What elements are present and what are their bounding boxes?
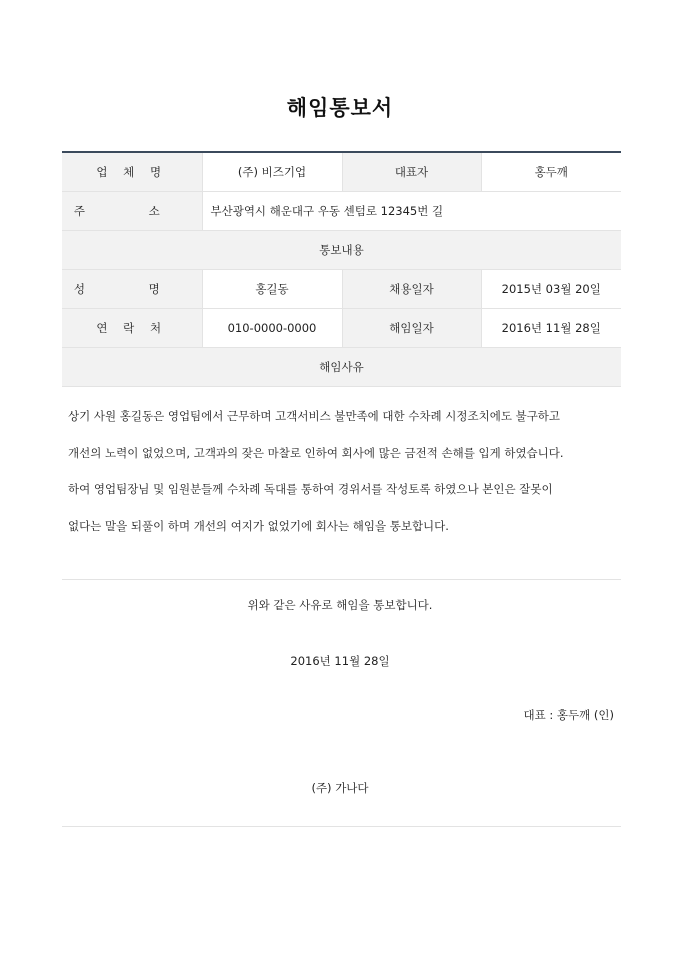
hire-date-label: 채용일자 xyxy=(342,270,481,309)
divider xyxy=(62,826,621,827)
name-value: 홍길동 xyxy=(202,270,342,309)
reason-line: 개선의 노력이 없었으며, 고객과의 잦은 마찰로 인하여 회사에 많은 금전적 손해를 입게 하였습니다. xyxy=(68,445,564,460)
table-row xyxy=(62,192,621,231)
document-title: 해임통보서 xyxy=(286,96,394,120)
ceo-value: 홍두깨 xyxy=(481,152,621,192)
contact-value: 010-0000-0000 xyxy=(202,309,342,348)
name-label: 성 명 xyxy=(62,270,202,309)
divider xyxy=(62,579,621,580)
signer-line: 대표 : 홍두깨 (인) xyxy=(523,708,614,722)
table-row xyxy=(62,231,621,270)
dismissal-reason-text xyxy=(68,398,616,544)
reason-line: 하여 영업팀장님 및 임원분들께 수차례 독대를 통하여 경위서를 작성토록 하였으나 본인은 잘못이 xyxy=(68,482,553,496)
notice-date: 2016년 11월 28일 xyxy=(290,654,390,668)
dismissal-date-label: 해임일자 xyxy=(342,309,481,348)
company-value: (주) 비즈기업 xyxy=(202,152,342,192)
reason-line: 없다는 말을 되풀이 하며 개선의 여지가 없었기에 회사는 해임을 통보합니다. xyxy=(68,518,449,533)
info-table xyxy=(62,151,621,387)
reason-section-header: 해임사유 xyxy=(62,348,621,387)
reason-line: 상기 사원 홍길동은 영업팀에서 근무하며 고객서비스 불만족에 대한 수차례 시정조치에도 불구하고 xyxy=(68,409,561,423)
table-row xyxy=(62,270,621,309)
address-label: 주 소 xyxy=(62,192,202,231)
address-value: 부산광역시 해운대구 우동 센텀로 12345번 길 xyxy=(202,192,621,231)
dismissal-date-value: 2016년 11월 28일 xyxy=(481,309,621,348)
hire-date-value: 2015년 03월 20일 xyxy=(481,270,621,309)
table-row xyxy=(62,309,621,348)
table-row xyxy=(62,152,621,192)
contact-label: 연 락 처 xyxy=(62,309,202,348)
closing-statement: 위와 같은 사유로 해임을 통보합니다. xyxy=(247,598,433,612)
notice-section-header: 통보내용 xyxy=(62,231,621,270)
table-row xyxy=(62,348,621,387)
company-label: 업 체 명 xyxy=(62,152,202,192)
ceo-label: 대표자 xyxy=(342,152,481,192)
company-name: (주) 가나다 xyxy=(311,781,369,795)
